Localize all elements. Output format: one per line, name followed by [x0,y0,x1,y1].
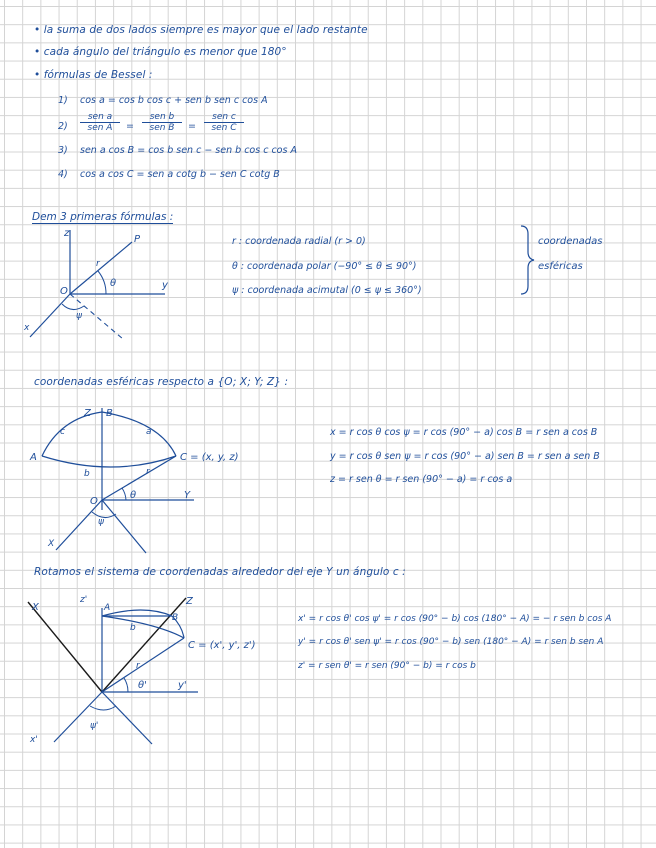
fraction-numerator: sen c [204,112,244,123]
spherical-triangle-figure [22,400,282,555]
bessel-equals: = [188,121,196,132]
arc-a [102,412,176,456]
spherical-coordinates-figure [20,222,200,347]
bessel-label-3: 3) [58,145,68,156]
label-psi-prime: ψ' [90,721,99,731]
label-x: x [24,323,30,333]
label-vertex-b: B [172,613,179,623]
label-vertex-c: C = (x, y, z) [180,452,239,463]
label-y: y [162,280,168,291]
label-z-prime: z' [80,595,88,605]
label-x: X [32,602,39,613]
label-x-prime: x' [30,735,38,745]
label-theta-prime: θ' [138,680,147,691]
label-r: r [146,467,150,477]
fraction-denominator: sen B [149,123,175,133]
label-arc-a: a [146,427,152,437]
radius-line [102,456,176,500]
label-vertex-a: A [30,452,37,463]
section-2-heading: coordenadas esféricas respecto a {O; X; Y; Z} : [34,376,289,388]
bessel-fraction-b [142,112,182,133]
note-line-3: • fórmulas de Bessel : [34,69,153,81]
psi-arc [62,304,84,310]
eq-x: x = r cos θ cos ψ = r cos (90° − a) cos B = r sen a cos B [330,427,598,438]
arc-b [42,456,176,467]
eq-y-prime: y' = r cos θ' sen ψ' = r cos (90° − b) sen (180° − A) = r sen b sen A [298,637,604,647]
x-axis-black [28,602,102,692]
coord-polar: θ : coordenada polar (−90° ≤ θ ≤ 90°) [232,261,417,272]
coord-radial: r : coordenada radial (r > 0) [232,236,366,247]
eq-x-prime: x' = r cos θ' cos ψ' = r cos (90° − b) cos (180° − A) = − r sen b cos A [298,614,612,624]
label-z: Z [186,596,193,607]
bessel-label-4: 4) [58,169,68,180]
label-z: z [64,228,70,239]
label-o: O [60,286,68,297]
bessel-formula-3: sen a cos B = cos b sen c − sen b cos c cos A [80,145,297,156]
section-3-heading: Rotamos el sistema de coordenadas alrededor del eje Y un ángulo c : [34,566,406,578]
label-psi: ψ [76,311,82,321]
fraction-denominator: sen A [87,123,113,133]
fraction-numerator: sen b [142,112,182,123]
eq-z-prime: z' = r sen θ' = r sen (90° − b) = r cos b [298,661,476,671]
label-b: B [106,408,113,419]
label-r: r [96,259,100,269]
label-z: Z [84,408,91,419]
brace-label-line-2: esféricas [538,261,583,272]
rotated-system-figure [18,588,298,748]
eq-y: y = r cos θ sen ψ = r cos (90° − a) sen B = r sen a sen B [330,451,600,462]
psi-arc [90,706,116,710]
coord-azimuthal: ψ : coordenada acimutal (0 ≤ ψ ≤ 360°) [232,285,422,296]
note-line-2: • cada ángulo del triángulo es menor que 180° [34,46,287,58]
fraction-denominator: sen C [211,123,237,133]
label-arc-c: c [60,427,65,437]
theta-arc [124,678,128,692]
projection-line [102,500,146,553]
brace-label-line-1: coordenadas [538,236,603,247]
theta-arc [122,488,126,500]
bessel-formula-4: cos a cos C = sen a cotg b − sen C cotg B [80,169,280,180]
projection-line [102,692,152,744]
label-y: Y [184,490,191,501]
radius-line [70,242,132,294]
arc-c [42,412,102,456]
curly-brace [519,224,535,296]
x-axis [30,294,70,337]
theta-arc [98,271,106,294]
label-x: X [48,539,55,549]
label-theta: θ [110,278,117,289]
bessel-fraction-a [80,112,120,133]
label-o: O [90,496,98,507]
bessel-fraction-c [204,112,244,133]
bessel-label-2: 2) [58,121,68,132]
section-1-heading: Dem 3 primeras fórmulas : [32,211,174,223]
label-theta: θ [130,490,137,501]
label-arc-b: b [130,623,136,633]
label-arc-b: b [84,469,90,479]
x-prime-axis [54,692,102,742]
label-vertex-a: A [104,603,111,613]
label-vertex-c: C = (x', y', z') [188,640,256,651]
x-axis [56,500,102,550]
label-psi: ψ [98,517,104,527]
arc-top [102,610,172,616]
label-r: r [136,661,140,671]
label-p: P [134,234,141,245]
label-y-prime: y' [178,680,187,691]
fraction-numerator: sen a [80,112,120,123]
bessel-formula-1: cos a = cos b cos c + sen b sen c cos A [80,95,268,106]
note-line-1: • la suma de dos lados siempre es mayor que el lado restante [34,24,368,36]
eq-z: z = r sen θ = r sen (90° − a) = r cos a [330,474,513,485]
bessel-label-1: 1) [58,95,68,106]
bessel-equals: = [126,121,134,132]
